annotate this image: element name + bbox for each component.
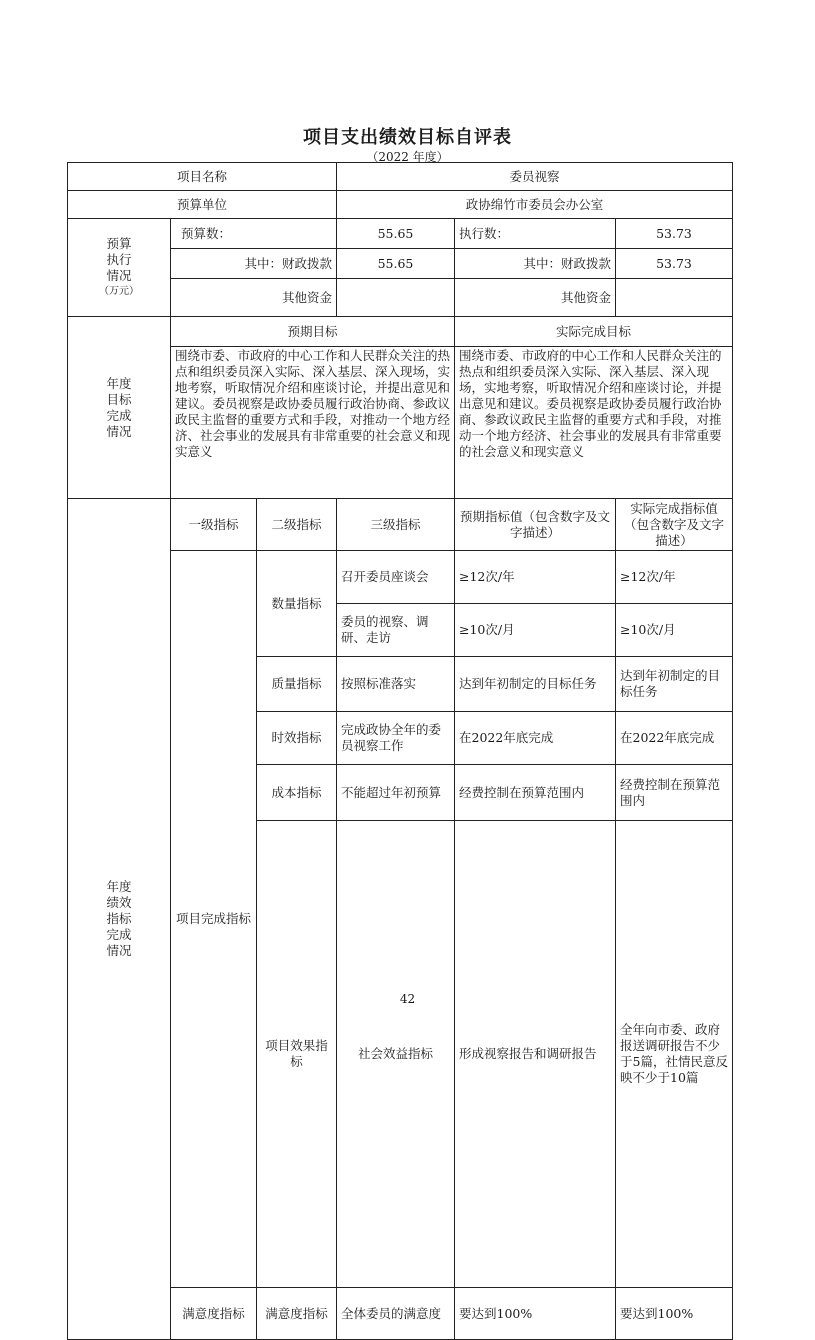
other-funds-exec-value [616, 279, 733, 317]
fiscal-label-budget: 其中：财政拨款 [171, 249, 337, 279]
fiscal-label-exec: 其中：财政拨款 [455, 249, 616, 279]
expected-cell: ≥12次/年 [455, 551, 616, 604]
level2-social: 社会效益指标 [337, 821, 455, 1288]
expected-cell: 达到年初制定的目标任务 [455, 657, 616, 712]
header-level2: 二级指标 [257, 499, 337, 551]
expected-cell: 要达到100% [455, 1288, 616, 1340]
budget-amount-label: 预算数： [171, 219, 337, 249]
annual-goal-label-cell [68, 317, 171, 499]
exec-amount-value: 53.73 [616, 219, 733, 249]
actual-cell: 经费控制在预算范围内 [616, 765, 733, 821]
other-funds-label-budget: 其他资金 [171, 279, 337, 317]
header-actual: 实际完成指标值（包含数字及文字描述） [616, 499, 733, 551]
page-title: 项目支出绩效目标自评表 [303, 127, 512, 148]
fiscal-exec-value: 53.73 [616, 249, 733, 279]
budget-unit-label: 预算单位 [68, 191, 337, 219]
evaluation-table [67, 162, 733, 1340]
level1-effect: 项目效果指标 [257, 821, 337, 1288]
row-budget [68, 219, 733, 249]
actual-goal-header: 实际完成目标 [455, 317, 733, 347]
level2-cost: 成本指标 [257, 765, 337, 821]
level1-completion: 项目完成指标 [171, 551, 257, 1288]
expected-cell: 经费控制在预算范围内 [455, 765, 616, 821]
performance-label-cell [68, 499, 171, 1340]
level2-quantity: 数量指标 [257, 551, 337, 657]
actual-cell: ≥10次/月 [616, 604, 733, 657]
actual-goal-text: 围绕市委、市政府的中心工作和人民群众关注的热点和组织委员深入实际、深入基层、深入现场，实地考察，听取情况介绍和座谈讨论，并提出意见和建议。委员视察是政协委员履行政治协商、参政议政民主监督的重要方式和手段，对推动一个地方经济、社会事业的发展具有非常重要的社会意义和现实意义 [455, 347, 733, 499]
performance-label: 年度绩效指标完成情况 [106, 879, 132, 958]
row-perf-headers [68, 499, 733, 551]
level3-cell: 形成视察报告和调研报告 [455, 821, 616, 1288]
expected-goal-text: 围绕市委、市政府的中心工作和人民群众关注的热点和组织委员深入实际、深入基层、深入现场，实地考察，听取情况介绍和座谈讨论，并提出意见和建议。委员视察是政协委员履行政治协商、参政议政民主监督的重要方式和手段，对推动一个地方经济、社会事业的发展具有非常重要的社会意义和现实意义 [171, 347, 455, 499]
budget-exec-unit: （万元） [99, 285, 139, 297]
header-expected: 预期指标值（包含数字及文字描述） [455, 499, 616, 551]
page-subtitle: （2022 年度） [366, 150, 449, 164]
page-number: 42 [399, 992, 416, 1006]
level3-cell: 不能超过年初预算 [337, 765, 455, 821]
level3-cell: 按照标准落实 [337, 657, 455, 712]
budget-exec-label-cell [68, 219, 171, 317]
actual-cell: 达到年初制定的目标任务 [616, 657, 733, 712]
level1-satisfaction: 满意度指标 [171, 1288, 257, 1340]
header-level1: 一级指标 [171, 499, 257, 551]
actual-cell: 在2022年底完成 [616, 712, 733, 765]
header-level3: 三级指标 [337, 499, 455, 551]
actual-cell: 要达到100% [616, 1288, 733, 1340]
exec-amount-label: 执行数： [455, 219, 616, 249]
level2-timeliness: 时效指标 [257, 712, 337, 765]
other-funds-label-exec: 其他资金 [455, 279, 616, 317]
actual-cell: ≥12次/年 [616, 551, 733, 604]
budget-amount-value: 55.65 [337, 219, 455, 249]
level3-cell: 召开委员座谈会 [337, 551, 455, 604]
expected-cell: 全年向市委、政府报送调研报告不少于5篇，社情民意反映不少于10篇 [616, 821, 733, 1288]
level3-cell: 完成政协全年的委员视察工作 [337, 712, 455, 765]
fiscal-budget-value: 55.65 [337, 249, 455, 279]
row-project-name [68, 163, 733, 191]
row-goal-headers [68, 317, 733, 347]
level3-cell: 委员的视察、调研、走访 [337, 604, 455, 657]
row-budget-unit [68, 191, 733, 219]
expected-cell: 在2022年底完成 [455, 712, 616, 765]
project-name-label: 项目名称 [68, 163, 337, 191]
level2-satisfaction: 满意度指标 [257, 1288, 337, 1340]
annual-goal-label: 年度目标完成情况 [106, 375, 132, 439]
budget-exec-label: 预算执行情况 [106, 235, 132, 283]
project-name-value: 委员视察 [337, 163, 733, 191]
budget-unit-value: 政协绵竹市委员会办公室 [337, 191, 733, 219]
level2-quality: 质量指标 [257, 657, 337, 712]
other-funds-budget-value [337, 279, 455, 317]
expected-cell: ≥10次/月 [455, 604, 616, 657]
expected-goal-header: 预期目标 [171, 317, 455, 347]
level3-cell: 全体委员的满意度 [337, 1288, 455, 1340]
